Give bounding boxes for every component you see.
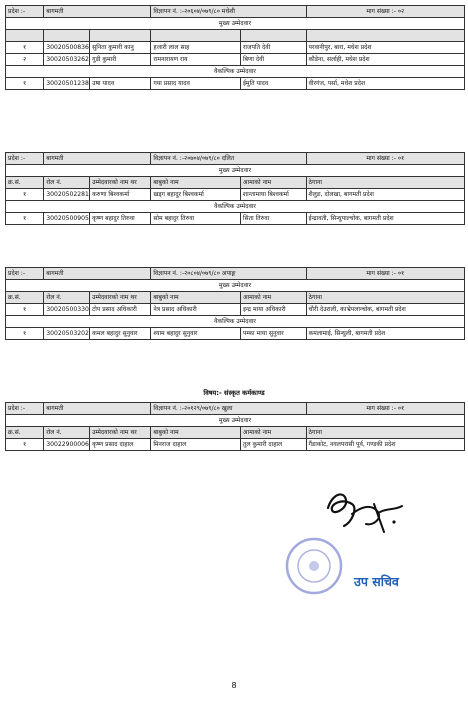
name-cell: कृष्ण प्रसाद दाहाल: [90, 439, 151, 451]
roll-cell: 30022900006: [44, 439, 90, 451]
serial-cell: १: [6, 213, 44, 225]
notice-number: विज्ञापन नं. :-२०१२९/०७९/८० खुला: [151, 403, 306, 415]
subject-heading: विषय:- संस्कृत कर्मकाण्ड: [203, 389, 265, 397]
mother-cell: शान्तामाया बिश्वकर्मा: [240, 189, 306, 201]
main-candidates-heading-row: [6, 280, 465, 292]
main-candidates-heading: मुख्य उम्मेदवार: [6, 280, 465, 292]
roll-cell: 30020500905: [44, 213, 90, 225]
serial-cell: १: [6, 189, 44, 201]
quota-count: माग संख्या :- ०१: [306, 403, 465, 415]
name-cell: गुडी कुमारी: [90, 54, 151, 66]
result-table: [5, 5, 465, 90]
province-name: बागमती: [44, 153, 151, 165]
result-table: [5, 267, 465, 340]
mother-cell: पम्फा माया सुनुवार: [240, 328, 306, 340]
office-seal-stamp: [283, 535, 345, 597]
name-cell: उषा यादव: [90, 78, 151, 90]
province-name: बागमती: [44, 6, 151, 18]
page-number: 8: [231, 681, 237, 690]
serial-cell: १: [6, 328, 44, 340]
serial-cell: १: [6, 78, 44, 90]
col-address: ठेगाना: [306, 427, 465, 439]
col-father: बाबुको नाम: [151, 177, 241, 189]
table-row: [6, 78, 465, 90]
serial-cell: १: [6, 42, 44, 54]
main-candidates-heading: मुख्य उम्मेदवार: [6, 18, 465, 30]
address-cell: गैंडाकोट, नवलपरासी पूर्व, गण्डकी प्रदेश: [306, 439, 465, 451]
table-row: [6, 42, 465, 54]
result-table: [5, 402, 465, 451]
mother-cell: ईमुति यादव: [240, 78, 306, 90]
notice-number: विज्ञापन नं. :-२०७०४/०७९/८० दलित: [151, 153, 306, 165]
mother-cell: बिणा देवी: [240, 54, 306, 66]
roll-cell: 30020501238: [44, 78, 90, 90]
main-candidates-heading-row: [6, 415, 465, 427]
col-name: उम्मेदवारको नाम थर: [90, 177, 151, 189]
table-row: [6, 213, 465, 225]
father-cell: नेत्र प्रसाद अधिकारी: [151, 304, 241, 316]
table-row: [6, 439, 465, 451]
roll-cell: 30020500836: [44, 42, 90, 54]
province-label: प्रदेश :-: [6, 268, 44, 280]
col-father: बाबुको नाम: [151, 292, 241, 304]
father-cell: रामनारायण राय: [151, 54, 241, 66]
roll-cell: 30020503262: [44, 54, 90, 66]
main-candidates-heading-row: [6, 18, 465, 30]
province-name: बागमती: [44, 403, 151, 415]
section-header-row: [6, 268, 465, 280]
name-cell: करुणा बिश्वकर्मा: [90, 189, 151, 201]
province-label: प्रदेश :-: [6, 403, 44, 415]
alt-candidates-heading: वैकल्पिक उम्मेदवार: [6, 316, 465, 328]
mother-cell: राजपति देवी: [240, 42, 306, 54]
column-header-row: [6, 292, 465, 304]
father-cell: हजारी लाल साह: [151, 42, 241, 54]
father-cell: खड्ग बहादुर बिश्वकर्मा: [151, 189, 241, 201]
address-cell: परवानीपुर, बारा, मधेश प्रदेश: [306, 42, 465, 54]
col-roll: रोल नं.: [44, 427, 90, 439]
alt-candidates-heading: वैकल्पिक उम्मेदवार: [6, 201, 465, 213]
serial-cell: १: [6, 439, 44, 451]
col-roll: रोल नं.: [44, 292, 90, 304]
alt-candidates-heading-row: [6, 66, 465, 78]
address-cell: चौरी देउराली, काभ्रेपलान्चोक, बागमती प्रदेश: [306, 304, 465, 316]
col-roll: [44, 30, 90, 42]
alt-candidates-heading: वैकल्पिक उम्मेदवार: [6, 66, 465, 78]
section-block: [5, 267, 465, 340]
mother-cell: तुल कुमारी दाहाल: [240, 439, 306, 451]
serial-cell: २: [6, 54, 44, 66]
father-cell: गया प्रसाद यादव: [151, 78, 241, 90]
section-block: [5, 5, 465, 90]
col-mother: आमाको नाम: [240, 427, 306, 439]
mother-cell: इन्द्र माया अधिकारी: [240, 304, 306, 316]
mother-cell: सिता तिरुवा: [240, 213, 306, 225]
column-header-row: [6, 30, 465, 42]
quota-count: माग संख्या :- ०१: [306, 153, 465, 165]
address-cell: कमलामाई, सिन्धुली, बागमती प्रदेश: [306, 328, 465, 340]
col-serial: क्र.सं.: [6, 427, 44, 439]
father-cell: सोम बहादुर तिरुवा: [151, 213, 241, 225]
notice-number: विज्ञापन नं. :-२०६०४/०७९/८० मधेशी: [151, 6, 306, 18]
name-cell: सुनिता कुमारी कानु: [90, 42, 151, 54]
section-header-row: [6, 6, 465, 18]
main-candidates-heading: मुख्य उम्मेदवार: [6, 165, 465, 177]
section-block: [5, 402, 465, 451]
col-mother: आमाको नाम: [240, 177, 306, 189]
col-name: [90, 30, 151, 42]
alt-candidates-heading-row: [6, 201, 465, 213]
address-cell: वीरगंज, पर्सा, मधेश प्रदेश: [306, 78, 465, 90]
province-label: प्रदेश :-: [6, 153, 44, 165]
father-cell: मिनराज दाहाल: [151, 439, 241, 451]
province-name: बागमती: [44, 268, 151, 280]
handwritten-signature: [322, 486, 412, 544]
roll-cell: 30020503202: [44, 328, 90, 340]
table-row: [6, 328, 465, 340]
col-father: [151, 30, 241, 42]
table-row: [6, 304, 465, 316]
result-table: [5, 152, 465, 225]
father-cell: श्याम बहादुर सुनुवार: [151, 328, 241, 340]
section-block: [5, 152, 465, 225]
col-mother: [240, 30, 306, 42]
table-row: [6, 189, 465, 201]
col-name: उम्मेदवारको नाम थर: [90, 292, 151, 304]
quota-count: माग संख्या :- ०१: [306, 268, 465, 280]
table-row: [6, 54, 465, 66]
col-address: [306, 30, 465, 42]
main-candidates-heading: मुख्य उम्मेदवार: [6, 415, 465, 427]
name-cell: टोप प्रसाद अधिकारी: [90, 304, 151, 316]
col-name: उम्मेदवारको नाम थर: [90, 427, 151, 439]
notice-number: विज्ञापन नं. :-२०८०४/०७९/८० अपाङ्ग: [151, 268, 306, 280]
column-header-row: [6, 427, 465, 439]
roll-cell: 30020500330: [44, 304, 90, 316]
address-cell: ईन्द्रावती, सिन्धुपाल्चोक, बागमती प्रदेश: [306, 213, 465, 225]
address-cell: शैलुङ, दोलखा, बागमती प्रदेश: [306, 189, 465, 201]
col-mother: आमाको नाम: [240, 292, 306, 304]
signatory-title: उप सचिव: [354, 574, 399, 589]
col-serial: [6, 30, 44, 42]
col-serial: क्र.सं.: [6, 177, 44, 189]
section-header-row: [6, 403, 465, 415]
address-cell: कौडेना, सर्लाही, मधेश प्रदेश: [306, 54, 465, 66]
column-header-row: [6, 177, 465, 189]
col-roll: रोल नं.: [44, 177, 90, 189]
name-cell: कमल बहादुर सुनुवार: [90, 328, 151, 340]
col-father: बाबुको नाम: [151, 427, 241, 439]
roll-cell: 30020502281: [44, 189, 90, 201]
quota-count: माग संख्या :- ०२: [306, 6, 465, 18]
col-serial: क्र.सं.: [6, 292, 44, 304]
section-header-row: [6, 153, 465, 165]
alt-candidates-heading-row: [6, 316, 465, 328]
col-address: ठेगाना: [306, 177, 465, 189]
serial-cell: १: [6, 304, 44, 316]
name-cell: कृष्ण बहादुर तिरुवा: [90, 213, 151, 225]
col-address: ठेगाना: [306, 292, 465, 304]
main-candidates-heading-row: [6, 165, 465, 177]
province-label: प्रदेश :-: [6, 6, 44, 18]
